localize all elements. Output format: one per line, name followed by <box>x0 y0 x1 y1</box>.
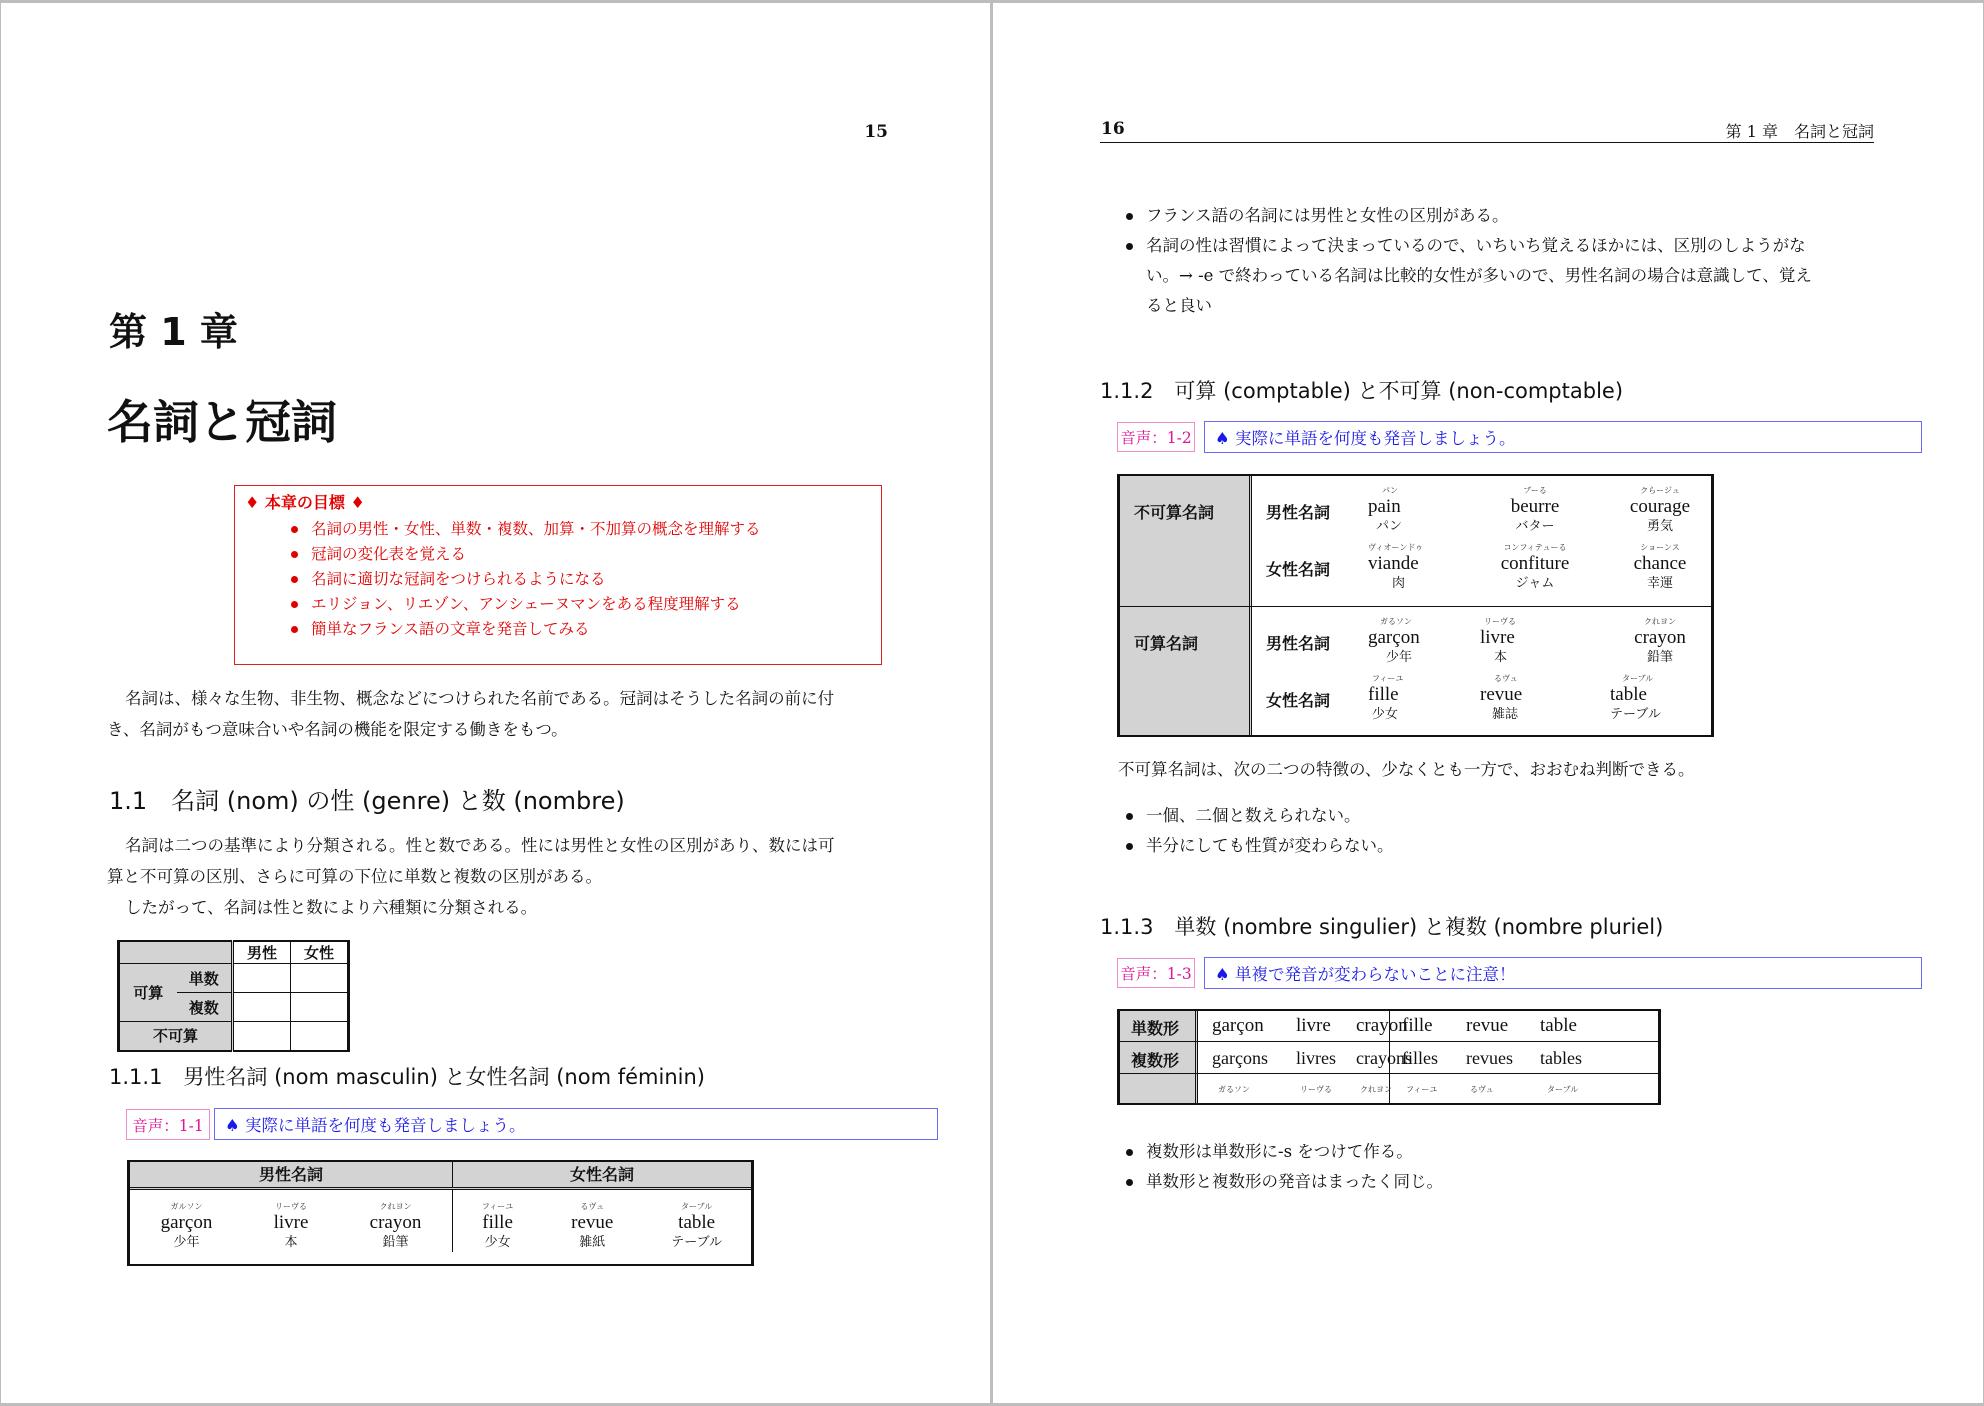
ruby: コンフィテューる <box>1503 543 1567 552</box>
plural-word: garçons <box>1212 1048 1268 1068</box>
section-heading: 1.1 名詞 (nom) の性 (genre) と数 (nombre) <box>109 787 625 815</box>
gender-table <box>127 1160 754 1266</box>
page-number: 15 <box>864 122 888 142</box>
bullet-item: 単数形と複数形の発音はまったく同じ。 <box>1118 1167 1443 1197</box>
bullet-list <box>1118 1137 1443 1197</box>
translation: 雑誌 <box>1492 707 1519 722</box>
ruby: フィーユ <box>1406 1085 1438 1094</box>
goal-item: 簡単なフランス語の文章を発音してみる <box>291 617 871 642</box>
bullet-item: 半分にしても性質が変わらない。 <box>1118 831 1394 861</box>
ruby: クれヨン <box>379 1202 412 1211</box>
group-label: 可算名詞 <box>1134 634 1199 653</box>
plural-word: livres <box>1296 1048 1336 1068</box>
intro-line: き、名詞がもつ意味合いや名詞の機能を限定する働きをもつ。 <box>107 720 568 739</box>
translation: 少女 <box>1372 707 1399 722</box>
ruby: ターブル <box>1547 1085 1579 1094</box>
word-cell <box>1368 617 1458 667</box>
countability-table <box>1117 474 1714 737</box>
bullet-line: ると良い <box>1146 296 1212 315</box>
running-title: 第 1 章 名詞と冠詞 <box>1725 122 1874 141</box>
bullet-item: 一個、二個と数えられない。 <box>1118 801 1394 831</box>
intro-paragraph <box>107 683 834 745</box>
translation: 幸運 <box>1646 576 1673 591</box>
word-cell <box>1368 486 1458 536</box>
subsection-heading: 1.1.1 男性名詞 (nom masculin) と女性名詞 (nom féminin) <box>109 1065 705 1089</box>
plural-label: 複数形 <box>1131 1051 1180 1070</box>
french-word: crayon <box>369 1212 422 1233</box>
french-word: chance <box>1633 553 1687 574</box>
header-feminine: 女性名詞 <box>569 1165 634 1184</box>
word-cell <box>1368 543 1458 593</box>
gender-label: 女性名詞 <box>1266 691 1331 710</box>
audio-note: ♠ 実際に単語を何度も発音しましょう。 <box>214 1108 938 1140</box>
bullet-line: 名詞の性は習慣によって決まっているので、いちいち覚えるほかには、区別のしようがな <box>1146 236 1806 255</box>
word-cell <box>161 1202 213 1252</box>
goal-item: エリジョン、リエゾン、アンシェーヌマンをある程度理解する <box>291 592 871 617</box>
goals-title: ♦ 本章の目標 ♦ <box>245 493 365 512</box>
ruby: ガるソン <box>1380 617 1412 626</box>
french-word: garçon <box>1368 627 1420 648</box>
bullet-item: 複数形は単数形に-s をつけて作る。 <box>1118 1137 1443 1167</box>
singular-word: fille <box>1402 1015 1433 1036</box>
bullet-list <box>1118 801 1394 861</box>
col-header-male: 男性 <box>233 941 291 964</box>
translation: 鉛筆 <box>382 1235 409 1250</box>
word-cell <box>1480 486 1590 536</box>
bullet-list <box>1118 201 1812 321</box>
paragraph-line: 名詞は二つの基準により分類される。性と数である。性には男性と女性の区別があり、数には可 <box>125 836 835 855</box>
ruby: ターブル <box>681 1202 713 1211</box>
word-cell <box>370 1202 422 1252</box>
ruby: クれヨン <box>1360 1085 1392 1094</box>
section-paragraph <box>107 830 835 923</box>
french-word: livre <box>273 1212 309 1233</box>
ruby: るヴュ <box>1494 674 1518 683</box>
row-countable: 可算 <box>119 964 177 1022</box>
audio-tag[interactable]: 音声：1-2 <box>1117 422 1195 452</box>
chapter-title: 名詞と冠詞 <box>107 395 337 449</box>
translation: 鉛筆 <box>1646 650 1673 665</box>
translation: パン <box>1376 519 1403 534</box>
bullet-item: フランス語の名詞には男性と女性の区別がある。 <box>1118 201 1812 231</box>
singular-word: revue <box>1466 1015 1509 1036</box>
translation: ジャム <box>1515 576 1555 591</box>
french-word: fille <box>482 1212 513 1233</box>
word-cell <box>1610 543 1710 593</box>
translation: バター <box>1515 519 1555 534</box>
french-word: table <box>678 1212 716 1233</box>
ruby: パン <box>1382 486 1398 495</box>
french-word: table <box>1610 684 1647 705</box>
word-cell <box>571 1202 613 1252</box>
translation: 雑紙 <box>579 1235 606 1250</box>
ruby: ターブル <box>1622 674 1654 683</box>
goal-item: 名詞の男性・女性、単数・複数、加算・不加算の概念を理解する <box>291 517 871 542</box>
singular-word: livre <box>1296 1015 1331 1036</box>
ruby: るヴュ <box>580 1202 605 1211</box>
word-cell <box>1480 617 1552 667</box>
french-word: revue <box>571 1212 614 1233</box>
audio-note: ♠ 実際に単語を何度も発音しましょう。 <box>1204 421 1922 453</box>
french-word: garçon <box>160 1212 213 1233</box>
ruby: クらージュ <box>1640 486 1680 495</box>
translation: 勇気 <box>1646 519 1673 534</box>
french-word: fille <box>1368 684 1399 705</box>
left-page <box>1 3 990 1403</box>
french-word: crayon <box>1634 627 1686 648</box>
bullet-line: い。→ -e で終わっている名詞は比較的女性が多いので、男性名詞の場合は意識して、覚え <box>1146 266 1812 285</box>
gender-label: 男性名詞 <box>1266 634 1331 653</box>
word-cell <box>274 1202 309 1252</box>
translation: テーブル <box>671 1235 723 1250</box>
plural-word: revues <box>1466 1048 1513 1068</box>
ruby: フィーユ <box>1372 674 1404 683</box>
classification-table <box>117 940 350 1052</box>
goals-list <box>245 517 871 642</box>
header-masculine: 男性名詞 <box>130 1162 453 1187</box>
paragraph-line: したがって、名詞は性と数により六種類に分類される。 <box>125 898 538 917</box>
goal-item: 名詞に適切な冠詞をつけられるようになる <box>291 567 871 592</box>
word-cell <box>1480 674 1552 724</box>
word-cell <box>1610 617 1710 667</box>
translation: 本 <box>1494 650 1508 665</box>
french-word: viande <box>1368 553 1419 574</box>
ruby: リーヴる <box>1484 617 1516 626</box>
group-label: 不可算名詞 <box>1134 503 1215 522</box>
translation: 肉 <box>1392 576 1406 591</box>
ruby: るヴュ <box>1470 1085 1494 1094</box>
french-word: courage <box>1629 496 1691 517</box>
audio-tag[interactable]: 音声：1-3 <box>1117 958 1195 988</box>
singular-word: crayon <box>1356 1015 1408 1036</box>
singular-word: garçon <box>1212 1015 1264 1036</box>
word-cell <box>671 1202 722 1252</box>
singular-word: table <box>1540 1015 1577 1036</box>
ruby: ヴィオーンドゥ <box>1368 543 1424 552</box>
word-cell <box>1480 543 1590 593</box>
french-word: livre <box>1480 627 1515 648</box>
page-number: 16 <box>1101 119 1125 139</box>
row-uncountable: 不可算 <box>119 1022 233 1051</box>
ruby: ガルソン <box>170 1202 203 1211</box>
number-table <box>1117 1009 1661 1105</box>
goal-item: 冠詞の変化表を覚える <box>291 542 871 567</box>
audio-tag[interactable]: 音声：1-1 <box>126 1109 210 1140</box>
paragraph-line: 算と不可算の区別、さらに可算の下位に単数と複数の区別がある。 <box>107 867 602 886</box>
translation: 少女 <box>484 1235 511 1250</box>
french-word: pain <box>1368 496 1401 517</box>
subsection-heading: 1.1.2 可算 (comptable) と不可算 (non-comptable) <box>1100 379 1624 403</box>
row-plural: 複数 <box>177 993 233 1022</box>
right-page <box>993 3 1983 1403</box>
french-word: confiture <box>1500 553 1570 574</box>
gender-label: 女性名詞 <box>1266 560 1331 579</box>
chapter-goals-box <box>234 485 882 665</box>
plural-word: filles <box>1402 1048 1438 1068</box>
ruby: リーヴる <box>1300 1085 1332 1094</box>
plural-word: crayons <box>1356 1048 1412 1068</box>
translation: 少年 <box>1386 650 1413 665</box>
running-header <box>1100 119 1874 143</box>
bullet-item <box>1118 231 1812 321</box>
ruby: ブーる <box>1523 486 1547 495</box>
french-word: beurre <box>1510 496 1560 517</box>
gender-label: 男性名詞 <box>1266 503 1331 522</box>
singular-label: 単数形 <box>1131 1019 1180 1038</box>
word-cell <box>482 1202 513 1252</box>
intro-line: 名詞は、様々な生物、非生物、概念などにつけられた名前である。冠詞はそうした名詞の前に付 <box>125 689 835 708</box>
subsection-heading: 1.1.3 単数 (nombre singulier) と複数 (nombre pluriel) <box>1100 915 1664 939</box>
ruby: ガるソン <box>1218 1085 1250 1094</box>
word-cell <box>1610 486 1710 536</box>
translation: 本 <box>284 1235 298 1250</box>
word-cell <box>1368 674 1458 724</box>
translation: テーブル <box>1610 707 1661 722</box>
col-header-female: 女性 <box>291 941 349 964</box>
row-singular: 単数 <box>177 964 233 993</box>
word-cell <box>1610 674 1682 724</box>
plural-word: tables <box>1540 1048 1582 1068</box>
chapter-number: 第 1 章 <box>109 310 238 354</box>
audio-note: ♠ 単複で発音が変わらないことに注意！ <box>1204 957 1922 989</box>
uncount-intro: 不可算名詞は、次の二つの特徴の、少なくとも一方で、おおむね判断できる。 <box>1118 760 1695 779</box>
ruby: フィーユ <box>481 1202 514 1211</box>
translation: 少年 <box>173 1235 200 1250</box>
ruby: クれヨン <box>1644 617 1676 626</box>
french-word: revue <box>1480 684 1523 705</box>
ruby: リーヴる <box>274 1202 307 1211</box>
ruby: ショーンス <box>1640 543 1680 552</box>
